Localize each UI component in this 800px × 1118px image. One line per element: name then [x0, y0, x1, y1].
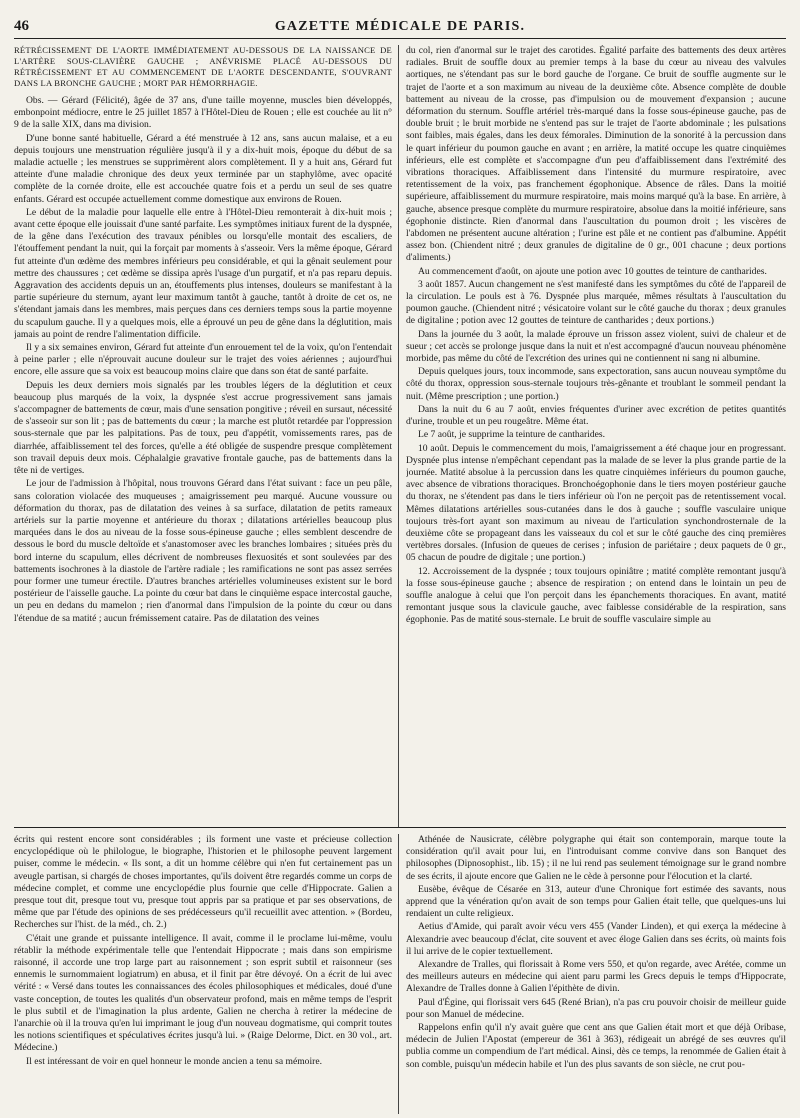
case-right-column — [406, 45, 786, 827]
paragraph: D'une bonne santé habituelle, Gérard a été menstruée à 12 ans, sans aucun malaise, et a eu depuis toujours une menstruation régulière jusqu'à il y a dix-huit mois, époque du début de sa maladie actuelle ; les menstrues se supprimèrent alors complètement. Il y a huit ans, Gérard fut atteinte d'une maladie chronique des deux yeux terminée par un staphylôme, avec opacité complète de la cornée droite, elle est accouchée quatre fois et a perdu un seul de ses quatre enfants. Gérard est occupée actuellement comme domestique aux environs de Rouen. — [14, 132, 392, 205]
paragraph: Dans la nuit du 6 au 7 août, envies fréquentes d'uriner avec excrétion de petites quantités d'urine, trouble et un peu rougeâtre. Même état. — [406, 403, 786, 428]
paragraph: Paul d'Égine, qui florissait vers 645 (René Brian), n'a pas cru pouvoir choisir de meilleur guide pour son Manuel de médecine. — [406, 996, 786, 1020]
paragraph: Alexandre de Tralles, qui florissait à Rome vers 550, et qu'on regarde, avec Arétée, comme un des meilleurs auteurs en médecine qui aient paru parmi les Grecs depuis le temps d'Hippocrate, Alexandre de Tralles donne à Galien l'épithète de divin. — [406, 959, 786, 995]
paragraph: Le jour de l'admission à l'hôpital, nous trouvons Gérard dans l'état suivant : face un peu pâle, sans coloration violacée des muqueuses ; amaigrissement peu marqué. Aucune voussure ou déformation du thorax, pas de dilatation des veines à sa surface, dilatation de petits rameaux artériels sur la partie moyenne et antérieure du thorax ; dilatations artérielles beaucoup plus marquées dans le dos au niveau de la fosse sous-épineuse gauche ; elles semblent descendre de dessous le bord du muscle deltoïde et s'anastomoser avec les branches lombaires ; situées près du bord interne du scapulum, elles décrivent de nombreuses flexuosités et sont soulevées par des battements isochrones à la diastole de l'artère radiale ; les ramifications ne sont pas assez serrées pour former une tumeur érectile. D'autres branches artérielles volumineuses existent sur le bord postérieur de l'aisselle gauche. La pointe du cœur bat dans le cinquième espace intercostal gauche, un peu en dedans du mamelon ; rien d'anormal dans l'impulsion de la pointe du cœur ou dans l'étendue de sa matité ; aucun frémissement cataire. Pas de dilatation des veines — [14, 478, 392, 624]
paragraph: Rappelons enfin qu'il n'y avait guère que cent ans que Galien était mort et que déjà Oribase, médecin de Julien l'Apostat (empereur de 361 à 363), rédigeait un abrégé de ses œuvres qu'il publia comme un compendium de l'art médical. Ainsi, dès ce temps, la renommée de Galien était à son comble, puisqu'un médecin habile et l'un des plus savants de son siècle, ne crut pou- — [406, 1022, 786, 1070]
column-divider — [398, 45, 399, 827]
column-divider — [398, 834, 399, 1114]
case-left-column — [14, 45, 392, 827]
paragraph: Il y a six semaines environ, Gérard fut atteinte d'un enrouement tel de la voix, qu'on l'entendait à peine parler ; elle n'éprouvait aucune douleur sur le trajet des voies aériennes ; aujourd'hui encore, elle assure que sa voix est beaucoup moins claire que dans son état de santé parfaite. — [14, 342, 392, 378]
paragraph: Le 7 août, je supprime la teinture de cantharides. — [418, 429, 606, 441]
journal-title: GAZETTE MÉDICALE DE PARIS. — [274, 19, 526, 34]
page-number: 46 — [14, 18, 29, 34]
article-title: RÉTRÉCISSEMENT DE L'AORTE IMMÉDIATEMENT AU-DESSOUS DE LA NAISSANCE DE L'ARTÈRE SOUS-CLAVIÈRE GAUCHE ; ANÉVRISME PLACÉ AU-DESSOUS DU RÉTRÉCISSEMENT ET AU COMMENCEMENT DE L'AORTE DESCENDANTE, S'OUVRANT DANS LA BRONCHE GAUCHE ; MORT PAR HÉMORRHAGIE. — [14, 45, 392, 88]
paragraph: Au commencement d'août, on ajoute une potion avec 10 gouttes de teinture de cantharides. — [418, 265, 767, 277]
paragraph: écrits qui restent encore sont considérables ; ils forment une vaste et précieuse collection encyclopédique où le philologue, le biographe, l'historien et le philosophe peuvent largement puiser, comme le médecin. « Ils sont, a dit un homme célèbre qui n'en fut certainement pas un aveugle partisan, si chargés de choses importantes, qu'ils doivent être regardés comme un corps de médecine complet, et comme une encyclopédie plus fournie que celle d'Hippocrate. Galien a presque tout dit, presque tout vu, presque tout appris par sa pratique et par ses observations, de même que par l'étude des opinions de ses prédécesseurs qu'il recueillit avec attention. » (Bordeu, Recherches sur l'hist. de la méd., ch. 2.) — [14, 834, 392, 931]
paragraph: 3 août 1857. Aucun changement ne s'est manifesté dans les symptômes du côté de l'appareil de la circulation. Le pouls est à 76. Dyspnée plus marquée, mêmes résultats à l'auscultation du poumon gauche. (Chiendent nitré ; vésicatoire volant sur le côté gauche du thorax ; deux granules de digitaline ; potion avec 12 gouttes de teinture de cantharides ; deux portions.) — [406, 278, 786, 327]
history-section — [14, 827, 786, 1118]
page-header — [14, 14, 786, 39]
paragraph: Il est intéressant de voir en quel honneur le monde ancien a tenu sa mémoire. — [26, 1055, 322, 1067]
history-left-column — [14, 834, 392, 1118]
paragraph: du col, rien d'anormal sur le trajet des carotides. Égalité parfaite des battements des deux artères radiales. Bruit de souffle doux au premier temps à la base du cœur au niveau des valvules aortiques, ne s'étendant pas sur le bord gauche de l'organe. Ce bruit de souffle augmente sur le trajet de l'aorte et a son maximum au niveau de la deuxième côte. Absence complète de double battement au niveau de la crosse, pas d'impulsion ou de mouvement d'expansion ; aucune déformation du sternum. Souffle artériel très-marqué dans la fosse sous-épineuse gauche, pas de double bruit ; le bruit morbide ne s'entend pas sur le trajet de l'aorte abdominale ; les pulsations sont faibles, mais égales, dans les deux fémorales. Diminution de la sonorité à la percussion dans le quart inférieur du poumon gauche en avant ; en arrière, la matité occupe les quatre cinquièmes inférieurs, elle est complète et s'accompagne d'un peu d'affaiblissement dans l'extrémité des vibrations thoraciques. Affaiblissement dans l'intensité du murmure respiratoire, avec retentissement de la voix, pas franchement égophonique. Absence de râles. Dans la moitié supérieure, affaiblissement du murmure respiratoire, mais moins marqué qu'à la base. En arrière, à gauche, absence presque complète du murmure respiratoire, absolue dans la moitié inférieure, sans égophonie distincte. Rien d'anormal dans l'auscultation du poumon droit ; les viscères de l'abdomen ne présentent aucune altération ; l'urine est pâle et ne contient pas d'albumine. Appétit assez bon. (Chiendent nitré ; deux granules de digitaline de 0 gr., 001 chacune ; deux portions d'aliments.) — [406, 45, 786, 264]
paragraph: C'était une grande et puissante intelligence. Il avait, comme il le proclame lui-même, voulu rétablir la méthode expérimentale telle que l'entendait Hippocrate ; mais dans son empirisme raisonné, il accorde une trop large part au raisonnement ; son esprit subtil et raisonneur (ses ennemis le surnommaient logiatrum) en abusa, et il finit par être dévoyé. On a écrit de lui avec vérité : « Versé dans toutes les connaissances des écoles philosophiques et médicales, doué d'une vaste conception, de toutes les qualités d'un observateur profond, mais en même temps de l'esprit le plus subtil et de l'imagination la plus ardente, Galien ne chercha à retirer la médecine de l'anarchie où il la trouva qu'en lui imprimant le joug d'un nouveau dogmatisme, qui comprit toutes les notions scientifiques et spéculatives écrites jusqu'à lui. » (Raige Delorme, Dict. en 30 vol., art. Médecine.) — [14, 932, 392, 1054]
paragraph: Eusèbe, évêque de Césarée en 313, auteur d'une Chronique fort estimée des savants, nous apprend que la vénération qu'on avait de son temps pour Galien était telle, que quelques-uns lui rendaient un culte religieux. — [406, 883, 786, 920]
paragraph: Aetius d'Amide, qui paraît avoir vécu vers 455 (Vander Linden), et qui exerça la médecine à Alexandrie avec beaucoup d'éclat, cite souvent et avec éloge Galien dans ses écrits, où maints fois il lui arrive de le copier textuellement. — [406, 921, 786, 957]
paragraph: Depuis quelques jours, toux incommode, sans expectoration, sans aucun nouveau symptôme du côté du thorax, oppression sous-sternale toujours très-gênante et troublant le sommeil pendant la nuit. (Même prescription ; une portion.) — [406, 366, 786, 402]
paragraph: 12. Accroissement de la dyspnée ; toux toujours opiniâtre ; matité complète remontant jusqu'à la fosse sous-épineuse gauche ; absence de respiration ; on entend dans le lointain un peu de souffle analogue à celui que l'on perçoit dans les épanchements thoraciques. En avant, matité remontant jusque sous la clavicule gauche, avec faiblesse considérable de la respiration, sans égophonie. Pas de matité sous-sternale. Le bruit de souffle vasculaire simple au — [406, 565, 786, 626]
paragraph: Dans la journée du 3 août, la malade éprouve un frisson assez violent, suivi de chaleur et de sueur ; cet accès se prolonge jusque dans la nuit et n'est accompagné d'aucun nouveau phénomène morbide, pas même du côté de l'excrétion des urines qui ne contiennent ni sang ni albumine. — [406, 328, 786, 365]
paragraph: 10 août. Depuis le commencement du mois, l'amaigrissement a été chaque jour en progressant. Dyspnée plus intense n'empêchant cependant pas la malade de se lever la plus grande partie de la journée. Matité absolue à la percussion dans les quatre cinquièmes inférieurs du poumon gauche, avec absence de vibrations thoraciques. Bronchoégophonie dans le tiers moyen postérieur gauche du thorax, ne s'étendent pas dans le tiers inférieur où l'on ne perçoit pas de retentissement vocal. Mêmes dilatations artérielles sous-cutanées dans le dos à gauche ; souffle vasculaire unique toujours très-fort ayant son maximum au niveau de l'articulation synchondrosternale de la deuxième côte se propageant dans les vaisseaux du col et sur le côté gauche des cinq premières vertèbres dorsales. (Infusion de queues de cerises ; infusion de pariétaire ; deux paquets de 0 gr., 05 chacun de poudre de digitale ; une portion.) — [406, 442, 786, 564]
history-right-column — [406, 834, 786, 1118]
paragraph: Athénée de Nausicrate, célèbre polygraphe qui était son contemporain, marque toute la considération qu'il avait pour lui, en l'introduisant comme convive dans son Banquet des philosophes (Dipnosophist., lib. 15) ; il ne lui rend pas seulement témoignage sur le grand nombre de ses écrits, il ajoute encore que Galien ne le cède à personne pour l'élocution et la clarté. — [406, 834, 786, 882]
paragraph: Obs. — Gérard (Félicité), âgée de 37 ans, d'une taille moyenne, muscles bien développés, embonpoint médiocre, entre le 25 juillet 1857 à l'Hôtel-Dieu de Rouen ; elle est couchée au lit n° 9 de la salle XIX, dans ma division. — [14, 95, 392, 131]
clinical-case-section — [14, 45, 786, 827]
paragraph: Depuis les deux derniers mois signalés par les troubles légers de la déglutition et ceux beaucoup plus marqués de la voix, la dyspnée s'est accrue progressivement sans jamais s'accompagner de battements de cœur, mais d'une sensation pongitive ; réveil en sursaut, nécessité de s'asseoir sur son lit ; pas de battements du cœur ; la marche est plutôt retardée par l'oppression sous-sternale que par les palpitations. Pas de toux, peu d'appétit, vomissements rares, pas de diarrhée, affaiblissement tel des forces, qu'elle a été obligée de suspendre presque complètement son travail depuis deux mois. Céphalalgie gravative frontale gauche, pas de battements dans la tête ni de vertiges. — [14, 379, 392, 477]
paragraph: Le début de la maladie pour laquelle elle entre à l'Hôtel-Dieu remonterait à dix-huit mois ; avant cette époque elle jouissait d'une santé parfaite. Les symptômes initiaux furent de la dyspnée, de la gêne dans l'exécution des travaux pénibles ou lorsqu'elle montait des escaliers, de l'étouffement pendant la nuit, qui la forçait par moments à s'asseoir. Vers la même époque, Gérard fut atteinte d'un œdème des membres inférieurs peu considérable, et qui la gênait seulement pour mettre des chaussures ; cet œdème se dissipa après l'usage d'un purgatif, et n'a pas reparu depuis. Aggravation des accidents depuis un an, étouffements plus intenses, douleurs se manifestant à la partie supérieure du sternum, ayant leur maximum tantôt à gauche, tantôt à droite de cet os, ne s'étendant jamais dans les membres, mais perçues dans ces derniers temps sous la partie moyenne du scapulum gauche. Il y a quelques mois, elle a éprouvé un peu de gêne dans la déglutition, mais jamais au point de rendre l'alimentation difficile. — [14, 206, 392, 340]
